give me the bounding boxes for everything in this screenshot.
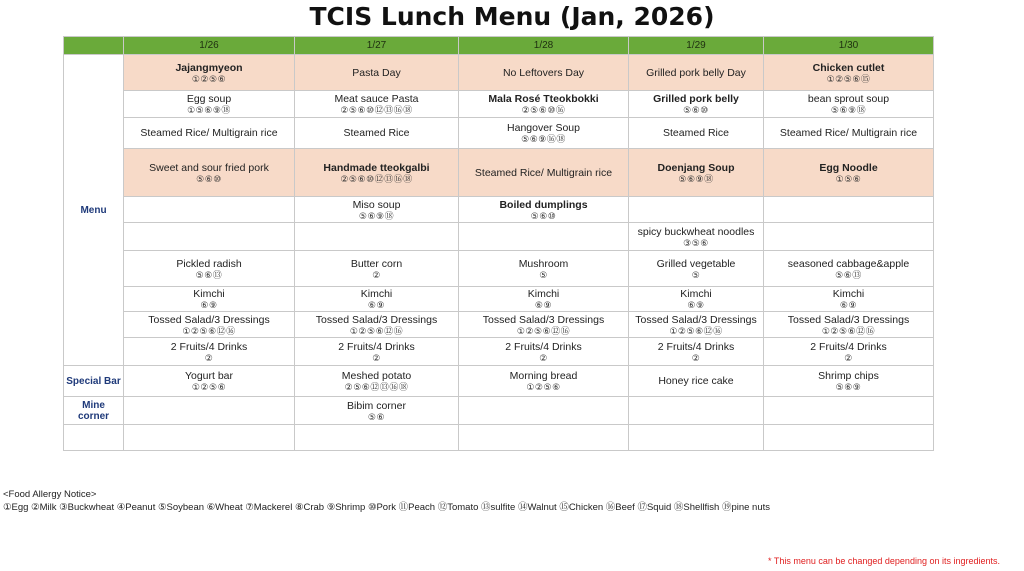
allergen-codes: ③⑤⑥ — [683, 237, 709, 248]
dish-name: 2 Fruits/4 Drinks — [505, 340, 582, 353]
allergen-codes: ⑤⑥⑨⑱ — [830, 105, 867, 115]
menu-cell — [629, 55, 764, 91]
menu-cell — [629, 338, 764, 366]
empty-cell — [124, 425, 295, 451]
dish-name: spicy buckwheat noodles — [637, 225, 755, 238]
allergen-codes: ② — [204, 352, 214, 363]
caution-note: * This menu can be changed depending on its ingredients. — [768, 556, 1000, 566]
menu-cell — [124, 287, 295, 312]
allergen-codes: ①⑤⑥ — [835, 173, 862, 184]
date-header: 1/26 — [124, 37, 295, 55]
dish-name: Tossed Salad/3 Dressings — [635, 313, 757, 326]
menu-cell — [295, 55, 459, 91]
empty-cell — [64, 425, 124, 451]
menu-cell — [764, 397, 934, 425]
menu-cell — [124, 55, 295, 91]
dish-name: Pickled radish — [176, 257, 242, 270]
menu-row — [64, 197, 934, 223]
allergen-codes: ② — [372, 352, 381, 363]
allergen-codes: ⑥⑨ — [839, 300, 858, 310]
menu-cell — [764, 312, 934, 338]
menu-cell — [764, 91, 934, 118]
menu-cell — [295, 251, 459, 287]
menu-cell — [764, 251, 934, 287]
allergen-codes: ② — [539, 352, 548, 363]
menu-cell — [764, 366, 934, 397]
menu-cell — [459, 118, 629, 149]
dish-name: Butter corn — [350, 257, 403, 270]
dish-name: Miso soup — [352, 198, 401, 211]
menu-cell — [764, 149, 934, 197]
dish-name: Steamed Rice — [663, 127, 729, 139]
menu-cell — [295, 397, 459, 425]
allergen-codes: ⑤⑥⑨⑯⑱ — [521, 134, 566, 144]
menu-cell — [295, 312, 459, 338]
dish-name: seasoned cabbage&apple — [787, 257, 910, 270]
menu-cell — [764, 118, 934, 149]
menu-cell — [124, 251, 295, 287]
menu-cell — [124, 312, 295, 338]
allergen-codes: ⑤⑥⑩ — [683, 105, 709, 115]
date-header: 1/29 — [629, 37, 764, 55]
allergy-notice — [3, 488, 770, 514]
dish-name: Kimchi — [360, 288, 393, 300]
menu-cell — [459, 397, 629, 425]
dish-name: 2 Fruits/4 Drinks — [170, 340, 248, 353]
allergen-codes: ⑤⑥⑬ — [195, 269, 223, 280]
menu-cell — [459, 197, 629, 223]
menu-cell — [764, 55, 934, 91]
menu-cell — [629, 149, 764, 197]
dish-name: Grilled vegetable — [656, 257, 736, 270]
allergen-codes: ② — [844, 352, 853, 363]
menu-cell — [629, 118, 764, 149]
menu-row — [64, 55, 934, 91]
menu-row — [64, 338, 934, 366]
page-title: TCIS Lunch Menu (Jan, 2026) — [309, 2, 715, 31]
menu-cell — [124, 118, 295, 149]
dish-name: Kimchi — [527, 288, 560, 300]
menu-cell — [295, 91, 459, 118]
date-header-row — [64, 37, 934, 55]
dish-name: 2 Fruits/4 Drinks — [810, 340, 887, 353]
menu-cell — [124, 338, 295, 366]
allergen-codes: ②⑤⑥⑩⑯ — [521, 105, 566, 115]
dish-name: Pasta Day — [352, 66, 401, 79]
menu-cell — [124, 366, 295, 397]
menu-cell — [459, 287, 629, 312]
section-label-menu: Menu — [64, 55, 124, 366]
menu-cell — [629, 251, 764, 287]
menu-cell — [459, 55, 629, 91]
allergen-codes: ①②⑤⑥ — [526, 382, 561, 392]
empty-cell — [459, 425, 629, 451]
dish-name: Kimchi — [680, 288, 712, 300]
allergen-codes: ⑤⑥⑨⑱ — [358, 210, 395, 221]
allergen-codes: ①②⑤⑥ — [191, 382, 227, 392]
dish-name: Egg Noodle — [819, 161, 878, 174]
allergen-codes: ⑥⑨ — [367, 300, 386, 310]
dish-name: Boiled dumplings — [499, 198, 588, 211]
allergen-codes: ①⑤⑥⑨⑱ — [187, 105, 231, 115]
allergen-codes: ①②⑤⑥ — [191, 73, 227, 84]
allergen-codes: ⑤ — [539, 269, 548, 280]
menu-cell — [459, 338, 629, 366]
empty-cell — [629, 425, 764, 451]
dish-name: Bibim corner — [347, 399, 406, 412]
allergen-codes: ② — [691, 352, 701, 363]
menu-cell — [459, 366, 629, 397]
dish-name: Honey rice cake — [658, 375, 734, 387]
menu-cell — [124, 223, 295, 251]
menu-cell — [629, 223, 764, 251]
allergen-codes: ⑥⑨ — [200, 300, 218, 310]
allergen-codes: ⑤⑥⑨ — [835, 382, 862, 392]
dish-name: 2 Fruits/4 Drinks — [338, 340, 415, 353]
dish-name: bean sprout soup — [807, 93, 890, 105]
allergy-notice-heading: <Food Allergy Notice> — [3, 489, 97, 500]
date-header: 1/30 — [764, 37, 934, 55]
menu-cell — [629, 312, 764, 338]
allergen-codes: ⑤ — [691, 269, 701, 280]
allergen-codes: ①②⑤⑥⑫⑯ — [349, 325, 404, 336]
menu-cell — [764, 287, 934, 312]
section-label-mine: Mine corner — [64, 397, 124, 425]
dish-name: Tossed Salad/3 Dressings — [315, 313, 438, 326]
blank-row — [64, 425, 934, 451]
menu-row — [64, 251, 934, 287]
mine-corner-row — [64, 397, 934, 425]
menu-cell — [629, 287, 764, 312]
allergen-codes: ①②⑤⑥⑫⑯ — [516, 325, 571, 336]
corner-cell — [64, 37, 124, 55]
allergen-codes: ⑥⑨ — [687, 300, 705, 310]
dish-name: Egg soup — [186, 93, 232, 105]
menu-cell — [459, 91, 629, 118]
menu-cell — [764, 197, 934, 223]
dish-name: Steamed Rice/ Multigrain rice — [779, 127, 918, 139]
menu-cell — [295, 366, 459, 397]
dish-name: No Leftovers Day — [502, 66, 585, 79]
menu-cell — [629, 366, 764, 397]
allergen-codes: ①②⑤⑥⑫⑯ — [821, 325, 876, 336]
menu-cell — [459, 149, 629, 197]
allergy-notice-list: ①Egg ②Milk ③Buckwheat ④Peanut ⑤Soybean ⑥Wheat ⑦Mackerel ⑧Crab ⑨Shrimp ⑩Pork ⑪Peach ⑫Tomato ⑬sulfite ⑭Walnut ⑮Chicken ⑯Beef ⑰Squid ⑱Shellfish ⑲pine nuts — [3, 502, 771, 513]
menu-row — [64, 312, 934, 338]
menu-row — [64, 91, 934, 118]
menu-cell — [124, 149, 295, 197]
allergen-codes: ①②⑤⑥⑮ — [826, 73, 871, 84]
allergen-codes: ⑥⑨ — [534, 300, 553, 310]
dish-name: Kimchi — [832, 288, 865, 300]
allergen-codes: ①②⑤⑥⑫⑯ — [669, 325, 723, 336]
dish-name: Doenjang Soup — [657, 161, 735, 174]
dish-name: Steamed Rice/ Multigrain rice — [474, 166, 613, 179]
dish-name: Mala Rosé Tteokbokki — [488, 93, 599, 105]
date-header: 1/28 — [459, 37, 629, 55]
dish-name: Chicken cutlet — [812, 61, 885, 74]
allergen-codes: ⑤⑥ — [367, 411, 386, 422]
allergen-codes: ②⑤⑥⑫⑬⑯⑱ — [344, 382, 409, 392]
allergen-codes: ①②⑤⑥⑫⑯ — [182, 325, 236, 336]
dish-name: Hangover Soup — [507, 122, 580, 134]
dish-name: Meat sauce Pasta — [334, 93, 419, 105]
allergen-codes: ⑤⑥⑨⑱ — [678, 173, 714, 184]
menu-cell — [295, 118, 459, 149]
date-header: 1/27 — [295, 37, 459, 55]
menu-row — [64, 118, 934, 149]
allergen-codes: ② — [372, 269, 381, 280]
menu-table — [63, 36, 934, 451]
menu-cell — [629, 91, 764, 118]
dish-name: Steamed Rice — [343, 127, 410, 139]
dish-name: Steamed Rice/ Multigrain rice — [140, 127, 278, 139]
menu-cell — [764, 338, 934, 366]
dish-name: Tossed Salad/3 Dressings — [482, 313, 605, 326]
section-label-special: Special Bar — [64, 366, 124, 397]
dish-name: Tossed Salad/3 Dressings — [787, 313, 910, 326]
dish-name: Yogurt bar — [184, 370, 234, 382]
menu-cell — [629, 397, 764, 425]
dish-name: Shrimp chips — [818, 370, 879, 382]
dish-name: Grilled pork belly — [653, 93, 739, 105]
dish-name: Mushroom — [518, 257, 569, 270]
menu-cell — [764, 223, 934, 251]
dish-name: 2 Fruits/4 Drinks — [657, 340, 735, 353]
menu-row — [64, 223, 934, 251]
allergen-codes: ②⑤⑥⑩⑫⑬⑯⑱ — [340, 105, 413, 115]
dish-name: Morning bread — [509, 370, 578, 382]
dish-name: Meshed potato — [341, 370, 412, 382]
menu-cell — [459, 223, 629, 251]
special-bar-row — [64, 366, 934, 397]
dish-name: Kimchi — [193, 288, 225, 300]
dish-name: Grilled pork belly Day — [646, 66, 746, 79]
dish-name: Sweet and sour fried pork — [149, 161, 269, 174]
menu-cell — [295, 149, 459, 197]
menu-cell — [295, 287, 459, 312]
allergen-codes: ⑤⑥⑬ — [835, 269, 862, 280]
menu-row — [64, 149, 934, 197]
menu-cell — [124, 91, 295, 118]
menu-cell — [295, 197, 459, 223]
allergen-codes: ②⑤⑥⑩⑫⑬⑯⑱ — [340, 173, 413, 184]
allergen-codes: ⑤⑥⑩ — [196, 173, 222, 184]
allergen-codes: ⑤⑥⑩ — [530, 210, 557, 221]
menu-cell — [629, 197, 764, 223]
menu-cell — [124, 197, 295, 223]
menu-row — [64, 287, 934, 312]
menu-cell — [124, 397, 295, 425]
dish-name: Handmade tteokgalbi — [323, 161, 430, 174]
menu-cell — [459, 251, 629, 287]
dish-name: Tossed Salad/3 Dressings — [148, 313, 270, 326]
menu-cell — [295, 223, 459, 251]
dish-name: Jajangmyeon — [175, 61, 243, 74]
menu-cell — [295, 338, 459, 366]
empty-cell — [295, 425, 459, 451]
empty-cell — [764, 425, 934, 451]
menu-cell — [459, 312, 629, 338]
